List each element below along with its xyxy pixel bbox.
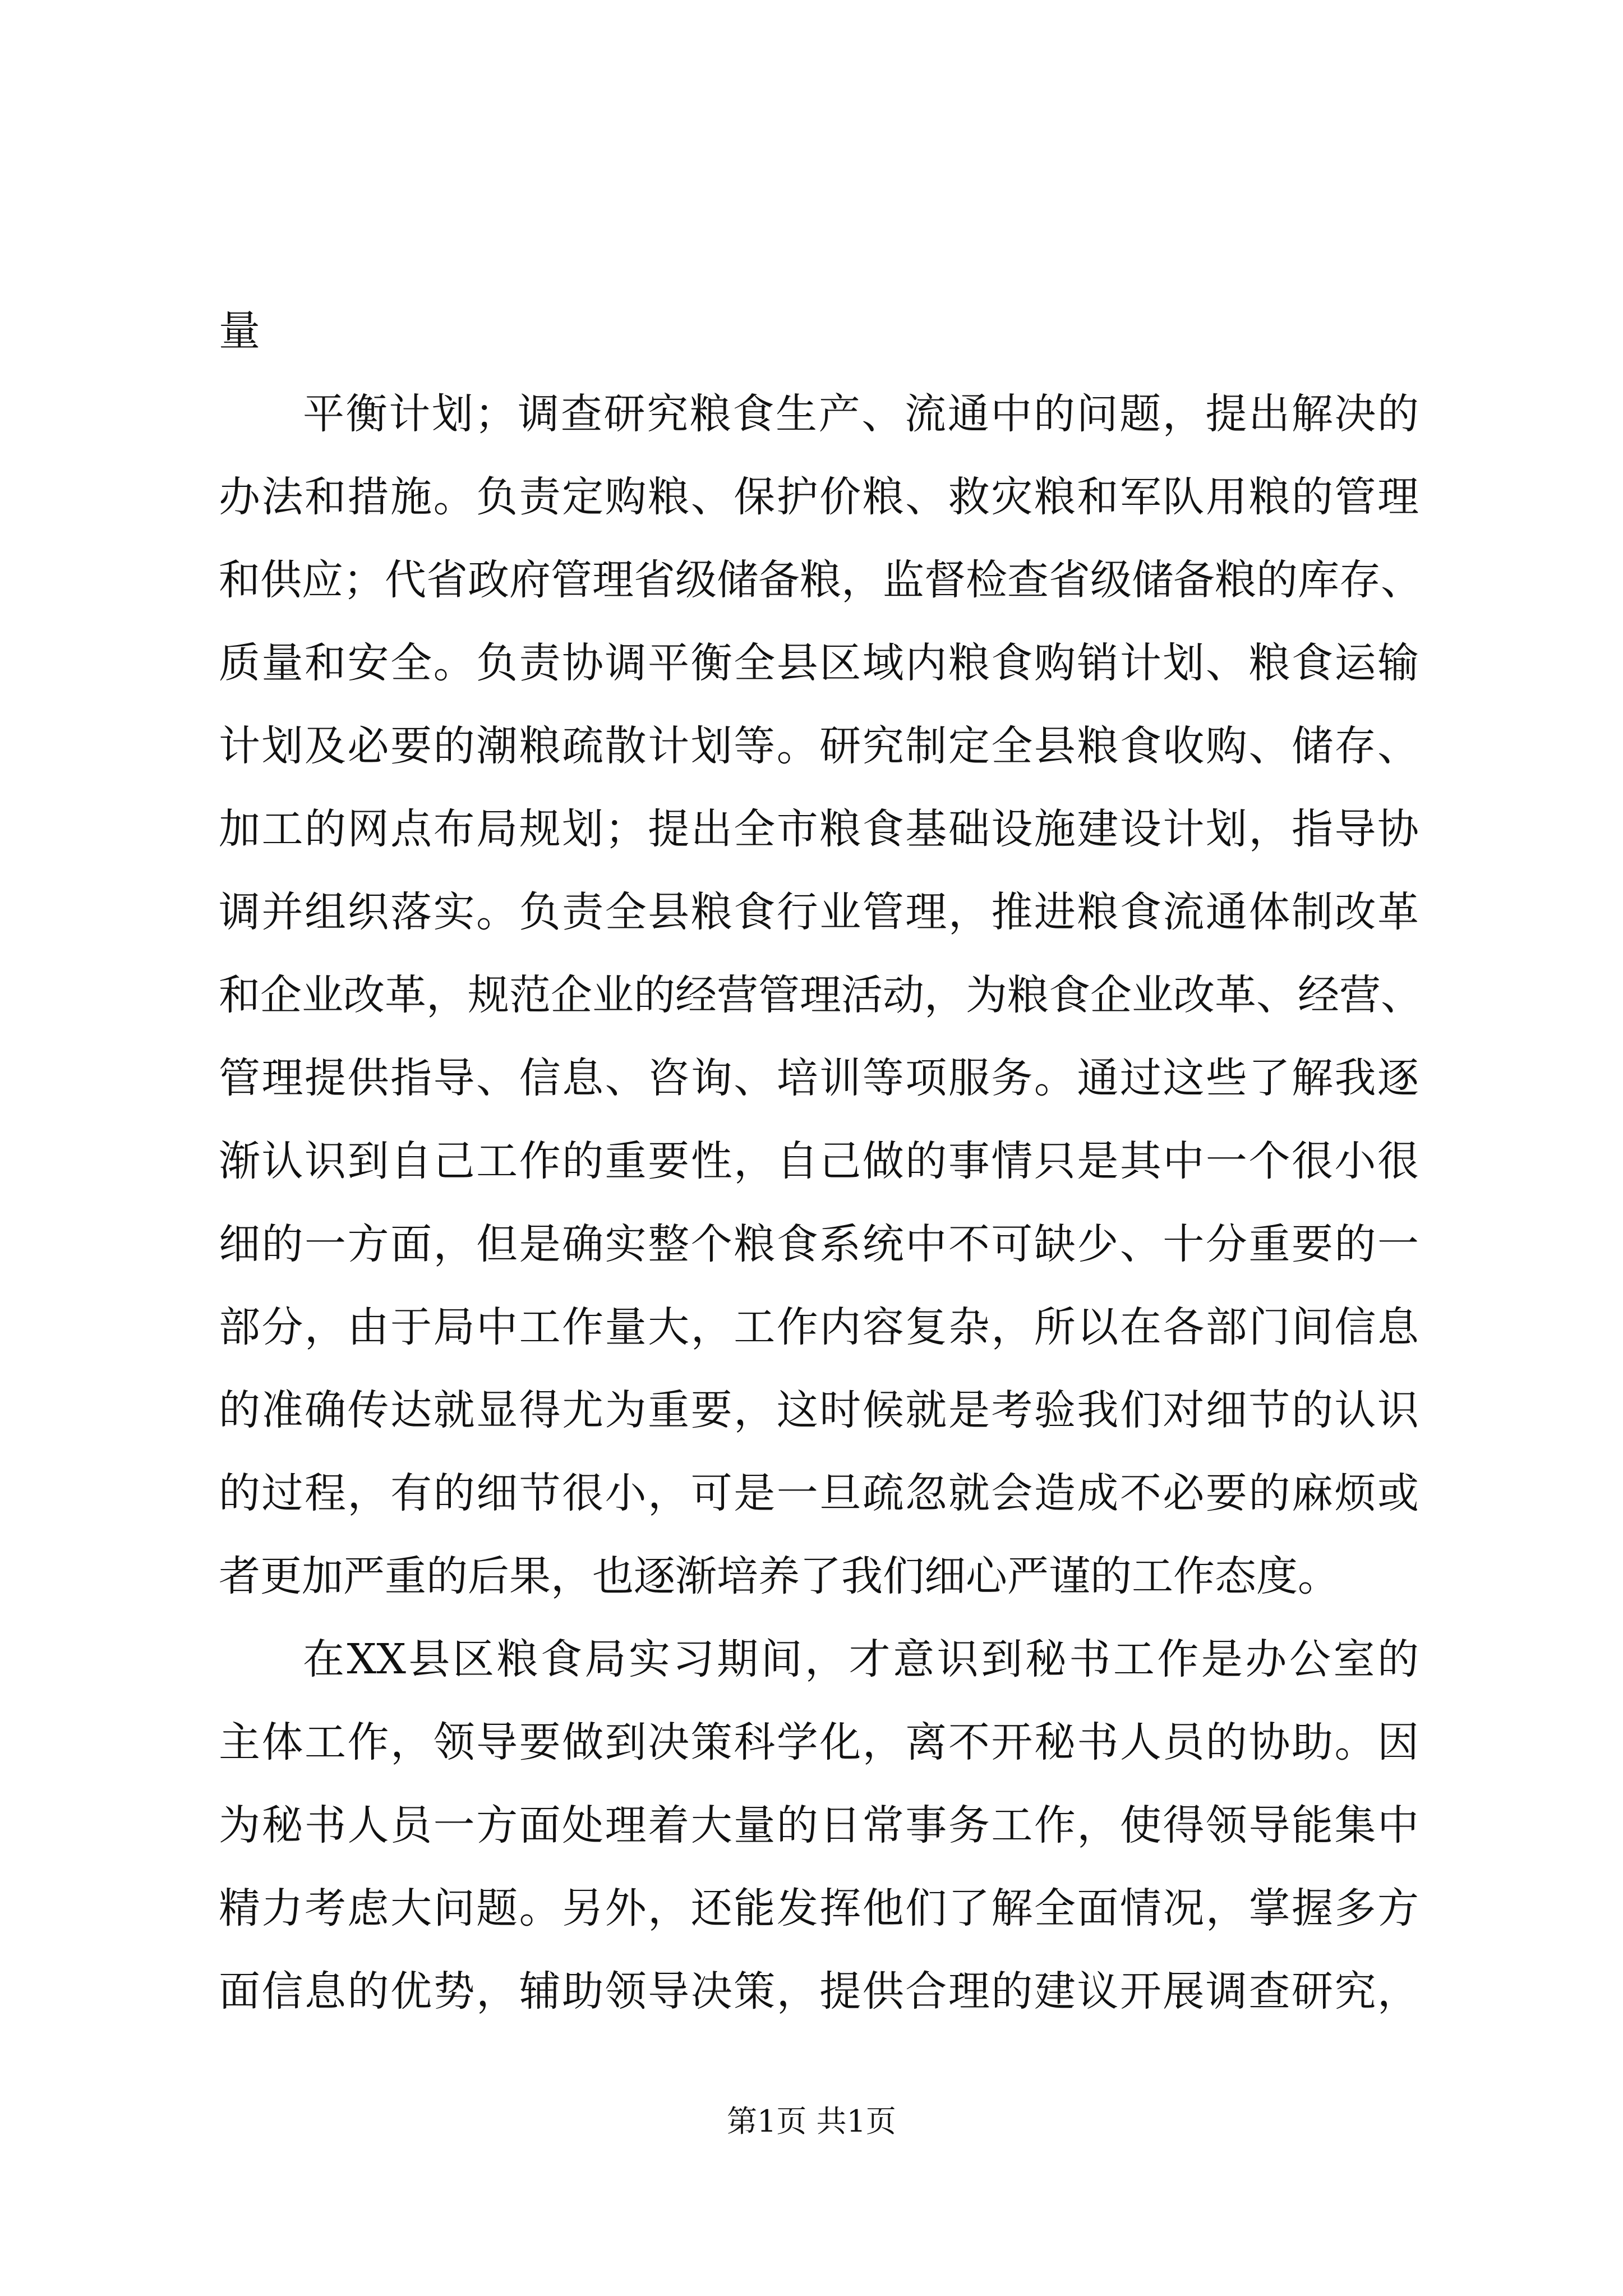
text-line: 和企业改革，规范企业的经营管理活动，为粮食企业改革、经营、 bbox=[219, 971, 1422, 1019]
text-line: 部分，由于局中工作量大，工作内容复杂，所以在各部门间信息 bbox=[219, 1303, 1419, 1351]
page-number-footer: 第1页 共1页 bbox=[727, 2104, 896, 2139]
text-line: 加工的网点布局规划；提出全市粮食基础设施建设计划，指导协 bbox=[219, 805, 1419, 853]
text-line: 质量和安全。负责协调平衡全县区域内粮食购销计划、粮食运输 bbox=[219, 639, 1419, 687]
text-line: 计划及必要的潮粮疏散计划等。研究制定全县粮食收购、储存、 bbox=[219, 722, 1419, 770]
text-line: 细的一方面，但是确实整个粮食系统中不可缺少、十分重要的一 bbox=[219, 1220, 1419, 1268]
text-line: 的准确传达就显得尤为重要，这时候就是考验我们对细节的认识 bbox=[219, 1386, 1419, 1434]
text-line: 的过程，有的细节很小，可是一旦疏忽就会造成不必要的麻烦或 bbox=[219, 1469, 1419, 1517]
text-line: 面信息的优势，辅助领导决策，提供合理的建议开展调查研究， bbox=[219, 1967, 1419, 2016]
text-line: 渐认识到自己工作的重要性，自己做的事情只是其中一个很小很 bbox=[219, 1137, 1419, 1185]
paragraph-line-indented: 平衡计划；调查研究粮食生产、流通中的问题，提出解决的 bbox=[303, 390, 1419, 438]
text-line: 精力考虑大问题。另外，还能发挥他们了解全面情况，掌握多方 bbox=[219, 1884, 1419, 1932]
text-line: 主体工作，领导要做到决策科学化，离不开秘书人员的协助。因 bbox=[219, 1718, 1419, 1766]
text-line: 办法和措施。负责定购粮、保护价粮、救灾粮和军队用粮的管理 bbox=[219, 473, 1419, 521]
paragraph-last-line: 者更加严重的后果，也逐渐培养了我们细心严谨的工作态度。 bbox=[219, 1552, 1339, 1600]
text-line: 管理提供指导、信息、咨询、培训等项服务。通过这些了解我逐 bbox=[219, 1054, 1419, 1102]
text-line: 为秘书人员一方面处理着大量的日常事务工作，使得领导能集中 bbox=[219, 1801, 1419, 1849]
text-line: 调并组织落实。负责全县粮食行业管理，推进粮食流通体制改革 bbox=[219, 888, 1419, 936]
text-line: 和供应；代省政府管理省级储备粮，监督检查省级储备粮的库存、 bbox=[219, 556, 1422, 604]
paragraph-line-indented: 在XX县区粮食局实习期间，才意识到秘书工作是办公室的 bbox=[303, 1635, 1419, 1683]
text-line: 量 bbox=[219, 307, 260, 355]
